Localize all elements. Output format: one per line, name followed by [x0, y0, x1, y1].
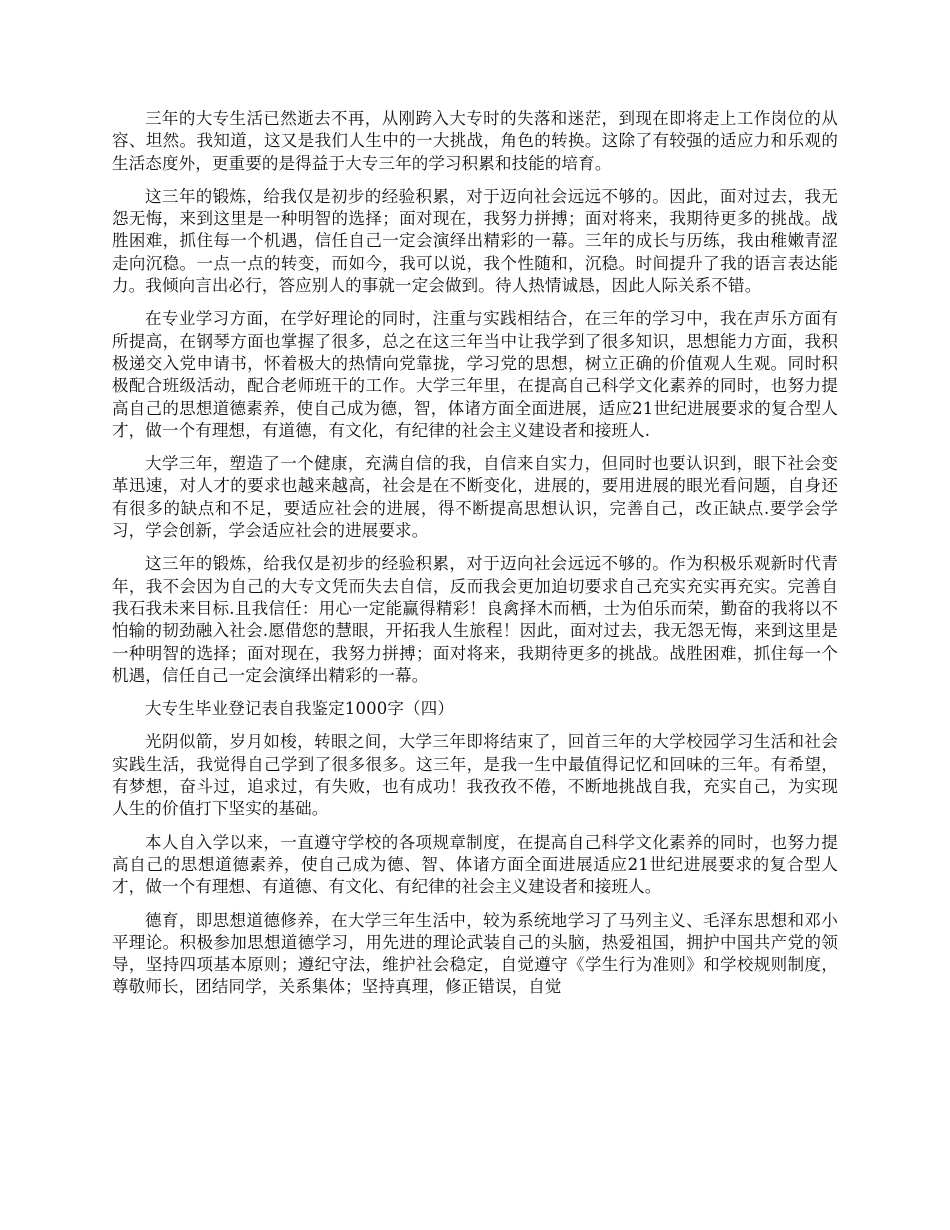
paragraph-6: 光阴似箭，岁月如梭，转眼之间，大学三年即将结束了，回首三年的大学校园学习生活和社会实践生活，我觉得自己学到了很多很多。这三年，是我一生中最值得记忆和回味的三年。有希望，有梦想，奋斗过，追求过，有失败，也有成功！我孜孜不倦，不断地挑战自我，充实自己，为实现人生的价值打下坚实的基础。 [112, 732, 838, 819]
paragraph-4: 大学三年，塑造了一个健康，充满自信的我，自信来自实力，但同时也要认识到，眼下社会变革迅速，对人才的要求也越来越高，社会是在不断变化，进展的，要用进展的眼光看问题，自身还有很多的缺点和不足，要适应社会的进展，得不断提高思想认识，完善自己，改正缺点.要学会学习，学会创新，学会适应社会的进展要求。 [112, 454, 838, 541]
paragraph-7: 本人自入学以来，一直遵守学校的各项规章制度，在提高自己科学文化素养的同时，也努力提高自己的思想道德素养，使自己成为德、智、体诸方面全面进展适应21世纪进展要求的复合型人才，做一个有理想、有道德、有文化、有纪律的社会主义建设者和接班人。 [112, 832, 838, 897]
paragraph-3: 在专业学习方面，在学好理论的同时，注重与实践相结合，在三年的学习中，我在声乐方面有所提高，在钢琴方面也掌握了很多，总之在这三年当中让我学到了很多知识，思想能力方面，我积极递交入党申请书，怀着极大的热情向党靠拢，学习党的思想，树立正确的价值观人生观。同时积极配合班级活动，配合老师班干的工作。大学三年里，在提高自己科学文化素养的同时，也努力提高自己的思想道德素养，使自己成为德，智，体诸方面全面进展，适应21世纪进展要求的复合型人才，做一个有理想，有道德，有文化，有纪律的社会主义建设者和接班人. [112, 309, 838, 440]
paragraph-5: 这三年的锻炼，给我仅是初步的经验积累，对于迈向社会远远不够的。作为积极乐观新时代青年，我不会因为自己的大专文凭而失去自信，反而我会更加迫切要求自己充实充实再充实。完善自我石我未来目标.且我信任：用心一定能赢得精彩！良禽择木而栖，士为伯乐而荣，勤奋的我将以不怕输的韧劲融入社会.愿借您的慧眼，开拓我人生旅程！因此，面对过去，我无怨无悔，来到这里是一种明智的选择；面对现在，我努力拼搏；面对将来，我期待更多的挑战。战胜困难，抓住每一个机遇，信任自己一定会演绎出精彩的一幕。 [112, 554, 838, 685]
paragraph-1: 三年的大专生活已然逝去不再，从刚跨入大专时的失落和迷茫，到现在即将走上工作岗位的从容、坦然。我知道，这又是我们人生中的一大挑战，角色的转换。这除了有较强的适应力和乐观的生活态度外，更重要的是得益于大专三年的学习积累和技能的培育。 [112, 109, 838, 173]
paragraph-2: 这三年的锻炼，给我仅是初步的经验积累，对于迈向社会远远不够的。因此，面对过去，我无怨无悔，来到这里是一种明智的选择；面对现在，我努力拼搏；面对将来，我期待更多的挑战。战胜困难，抓住每一个机遇，信任自己一定会演绎出精彩的一幕。三年的成长与历练，我由稚嫩青涩走向沉稳。一点一点的转变，而如今，我可以说，我个性随和，沉稳。时间提升了我的语言表达能力。我倾向言出必行，答应别人的事就一定会做到。待人热情诚恳，因此人际关系不错。 [112, 186, 838, 296]
document-page [112, 108, 838, 1010]
section-heading: 大专生毕业登记表自我鉴定1000字（四） [145, 699, 454, 719]
paragraph-8: 德育，即思想道德修养，在大学三年生活中，较为系统地学习了马列主义、毛泽东思想和邓小平理论。积极参加思想道德学习，用先进的理论武装自己的头脑，热爱祖国，拥护中国共产党的领导，坚持四项基本原则；遵纪守法，维护社会稳定，自觉遵守《学生行为准则》和学校规则制度，尊敬师长，团结同学，关系集体；坚持真理，修正错误，自觉 [112, 910, 838, 997]
